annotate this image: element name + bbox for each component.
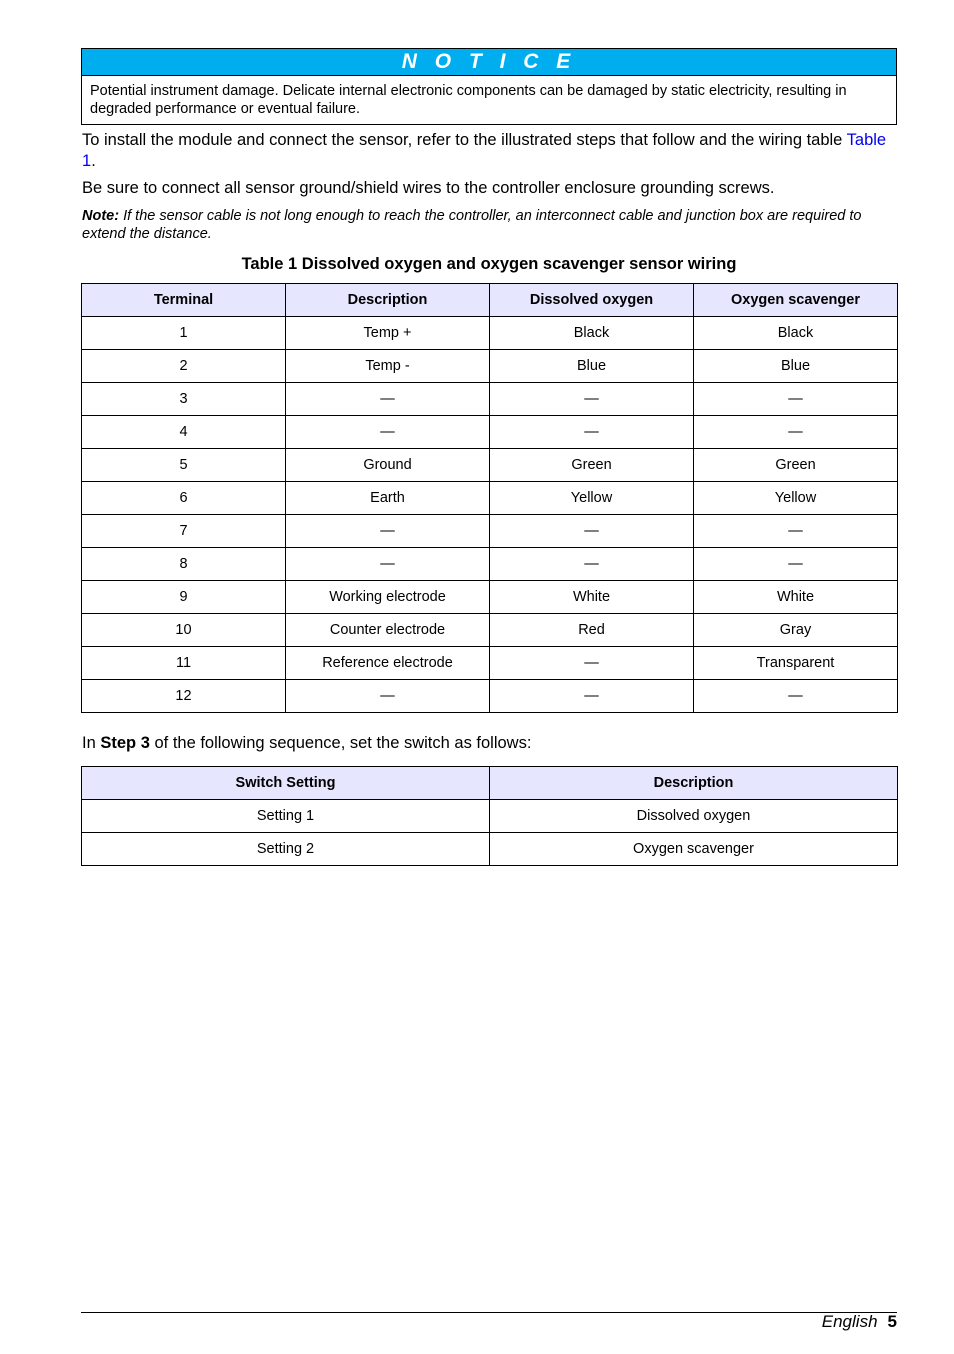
- cell-description: —: [286, 680, 490, 713]
- wiring-header-row: [82, 284, 898, 317]
- table-caption: Table 1 Dissolved oxygen and oxygen scavenger sensor wiring: [241, 255, 737, 273]
- cell-description: Temp -: [286, 350, 490, 383]
- table-row: [82, 449, 898, 482]
- cell-terminal: 12: [82, 680, 286, 713]
- cell-terminal: 7: [82, 515, 286, 548]
- cell-switch-description: Oxygen scavenger: [490, 833, 898, 866]
- table-row: [82, 317, 898, 350]
- cell-terminal: 4: [82, 416, 286, 449]
- cell-dissolved-oxygen: Yellow: [490, 482, 694, 515]
- wiring-table: [81, 283, 898, 713]
- cell-oxygen-scavenger: Yellow: [694, 482, 898, 515]
- step-paragraph: [82, 733, 896, 754]
- table-row: [82, 680, 898, 713]
- note-text: If the sensor cable is not long enough to reach the controller, an interconnect cable and junction box are required to extend the distance.: [82, 208, 862, 242]
- header-switch-description: Description: [490, 767, 898, 800]
- cell-oxygen-scavenger: Green: [694, 449, 898, 482]
- cell-switch-setting: Setting 1: [82, 800, 490, 833]
- cell-description: Reference electrode: [286, 647, 490, 680]
- header-description: Description: [286, 284, 490, 317]
- cell-dissolved-oxygen: Red: [490, 614, 694, 647]
- cell-description: —: [286, 515, 490, 548]
- table-row: [82, 581, 898, 614]
- header-switch-setting: Switch Setting: [82, 767, 490, 800]
- cell-description: Earth: [286, 482, 490, 515]
- cell-description: —: [286, 383, 490, 416]
- cell-description: —: [286, 548, 490, 581]
- cell-terminal: 10: [82, 614, 286, 647]
- cell-dissolved-oxygen: Green: [490, 449, 694, 482]
- header-dissolved-oxygen: Dissolved oxygen: [490, 284, 694, 317]
- cell-oxygen-scavenger: —: [694, 680, 898, 713]
- header-oxygen-scavenger: Oxygen scavenger: [694, 284, 898, 317]
- cell-switch-description: Dissolved oxygen: [490, 800, 898, 833]
- cell-oxygen-scavenger: —: [694, 383, 898, 416]
- table-row: [82, 515, 898, 548]
- footer-language: English: [821, 1312, 878, 1331]
- cell-description: Working electrode: [286, 581, 490, 614]
- cell-oxygen-scavenger: —: [694, 515, 898, 548]
- footer-rule: [81, 1312, 897, 1313]
- cell-terminal: 2: [82, 350, 286, 383]
- step-text-after: of the following sequence, set the switch as follows:: [149, 734, 532, 752]
- cell-dissolved-oxygen: —: [490, 416, 694, 449]
- table-row: [82, 647, 898, 680]
- table-row: [82, 416, 898, 449]
- notice-title: N O T I C E: [82, 49, 896, 76]
- note-label: Note:: [82, 208, 120, 224]
- page-footer: [822, 1312, 897, 1332]
- cell-oxygen-scavenger: Black: [694, 317, 898, 350]
- cell-description: Counter electrode: [286, 614, 490, 647]
- cell-dissolved-oxygen: —: [490, 515, 694, 548]
- step-reference: Step 3: [100, 734, 150, 752]
- table-row: [82, 800, 898, 833]
- table-row: [82, 482, 898, 515]
- cell-terminal: 8: [82, 548, 286, 581]
- install-paragraph: [82, 130, 896, 172]
- table-1-link[interactable]: Table 1: [82, 131, 887, 170]
- cell-dissolved-oxygen: Blue: [490, 350, 694, 383]
- table-row: [82, 614, 898, 647]
- cell-dissolved-oxygen: —: [490, 680, 694, 713]
- page-number: 5: [887, 1312, 897, 1331]
- cell-dissolved-oxygen: —: [490, 548, 694, 581]
- grounding-paragraph: Be sure to connect all sensor ground/shield wires to the controller enclosure grounding screws.: [82, 179, 775, 197]
- switch-table: [81, 766, 898, 866]
- table-row: [82, 383, 898, 416]
- cell-dissolved-oxygen: —: [490, 383, 694, 416]
- cell-switch-setting: Setting 2: [82, 833, 490, 866]
- cell-oxygen-scavenger: —: [694, 416, 898, 449]
- table-row: [82, 350, 898, 383]
- cell-dissolved-oxygen: —: [490, 647, 694, 680]
- cell-dissolved-oxygen: Black: [490, 317, 694, 350]
- cell-description: Temp +: [286, 317, 490, 350]
- table-row: [82, 548, 898, 581]
- cell-description: Ground: [286, 449, 490, 482]
- switch-header-row: [82, 767, 898, 800]
- notice-box: [81, 48, 897, 125]
- cell-terminal: 6: [82, 482, 286, 515]
- cell-oxygen-scavenger: Blue: [694, 350, 898, 383]
- cell-oxygen-scavenger: White: [694, 581, 898, 614]
- install-text-end: .: [91, 152, 96, 170]
- cell-oxygen-scavenger: Transparent: [694, 647, 898, 680]
- header-terminal: Terminal: [82, 284, 286, 317]
- cell-terminal: 3: [82, 383, 286, 416]
- cell-terminal: 9: [82, 581, 286, 614]
- cell-terminal: 1: [82, 317, 286, 350]
- cell-terminal: 11: [82, 647, 286, 680]
- cell-oxygen-scavenger: —: [694, 548, 898, 581]
- cell-oxygen-scavenger: Gray: [694, 614, 898, 647]
- cell-dissolved-oxygen: White: [490, 581, 694, 614]
- table-row: [82, 833, 898, 866]
- install-text: To install the module and connect the sensor, refer to the illustrated steps that follow and the wiring table: [82, 131, 847, 149]
- notice-text: Potential instrument damage. Delicate internal electronic components can be damaged by static electricity, resulting in degraded performance or eventual failure.: [90, 83, 847, 117]
- cell-terminal: 5: [82, 449, 286, 482]
- step-text-before: In: [82, 734, 101, 752]
- note-paragraph: [82, 207, 896, 243]
- cell-description: —: [286, 416, 490, 449]
